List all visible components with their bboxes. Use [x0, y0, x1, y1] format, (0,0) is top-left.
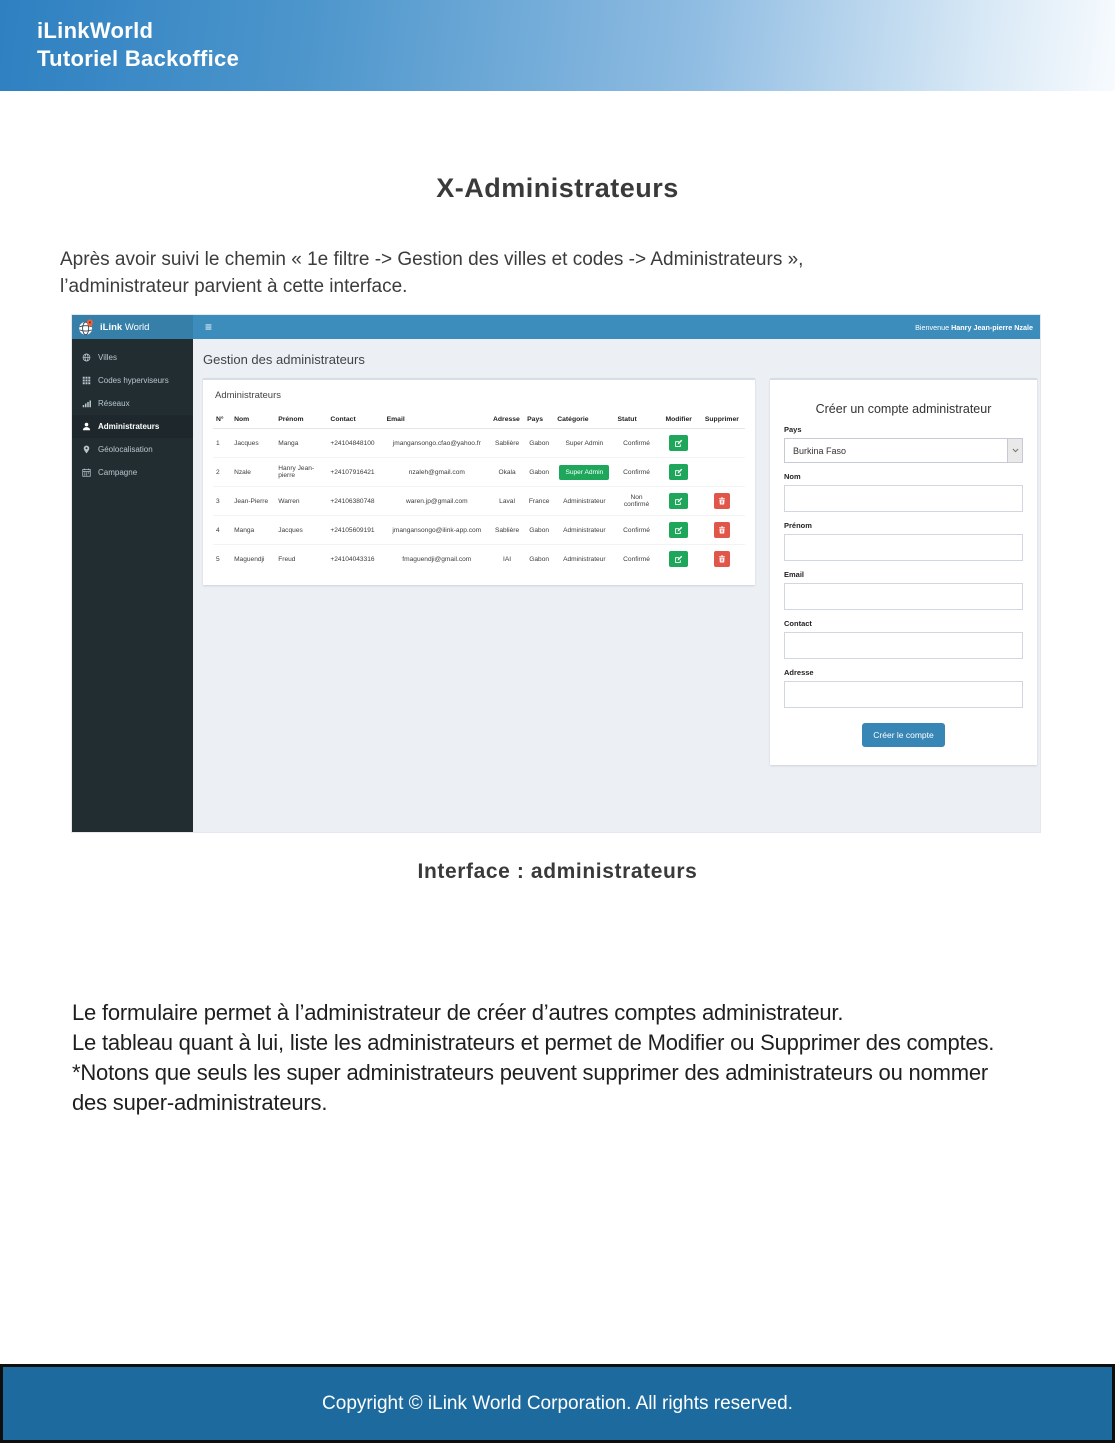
cell-categorie: Super Admin: [554, 429, 614, 458]
app-main-content: [193, 339, 1040, 832]
col-adresse: Adresse: [490, 411, 524, 429]
app-navbar: [72, 315, 1040, 339]
edit-button[interactable]: [669, 435, 688, 451]
table-header-row: [213, 411, 745, 429]
cell-statut: Confirmé: [614, 545, 658, 574]
body-line: Le tableau quant à lui, liste les administrateurs et permet de Modifier ou Supprimer des comptes.: [72, 1030, 995, 1055]
col-supprimer: Supprimer: [699, 411, 745, 429]
sidebar-item-codes-hyperviseurs[interactable]: [72, 369, 193, 392]
prenom-label: Prénom: [784, 521, 812, 530]
cell-supprimer-empty: [699, 458, 745, 487]
col-email: Email: [384, 411, 490, 429]
cell-email: jmangansongo.cfao@yahoo.fr: [384, 429, 490, 458]
cell-adresse: Sablière: [490, 429, 524, 458]
delete-button[interactable]: [714, 551, 730, 567]
edit-button[interactable]: [669, 464, 688, 480]
create-account-button[interactable]: Créer le compte: [862, 723, 944, 747]
col-prenom: Prénom: [275, 411, 327, 429]
sidebar-item-campagne[interactable]: [72, 461, 193, 484]
cell-contact: +24104848100: [327, 429, 383, 458]
sidebar-item-villes[interactable]: [72, 346, 193, 369]
cell-pays: France: [524, 487, 554, 516]
table-row: [213, 516, 745, 545]
cell-pays: Gabon: [524, 545, 554, 574]
calendar-icon: [82, 468, 91, 477]
col-pays: Pays: [524, 411, 554, 429]
cell-contact: +24107916421: [327, 458, 383, 487]
delete-button[interactable]: [714, 493, 730, 509]
header-brand: iLinkWorld: [37, 18, 154, 43]
backoffice-screenshot: [72, 315, 1040, 832]
administrators-panel: [203, 378, 755, 585]
user-icon: [82, 422, 91, 431]
globe-pin-logo-icon: [78, 319, 95, 336]
super-admin-badge: Super Admin: [559, 465, 609, 480]
sidebar-item-label: Codes hyperviseurs: [98, 376, 169, 385]
cell-categorie: Administrateur: [554, 487, 614, 516]
delete-button[interactable]: [714, 522, 730, 538]
cell-email: fmaguendji@gmail.com: [384, 545, 490, 574]
cell-categorie: Administrateur: [554, 545, 614, 574]
cell-num: 3: [213, 487, 231, 516]
nom-label: Nom: [784, 472, 801, 481]
table-row: [213, 545, 745, 574]
cell-prenom: Manga: [275, 429, 327, 458]
body-line: *Notons que seuls les super administrateurs peuvent supprimer des administrateurs ou nommer: [72, 1060, 989, 1085]
cell-statut: Non confirmé: [614, 487, 658, 516]
chevron-down-icon: [1007, 439, 1022, 462]
cell-categorie: Administrateur: [554, 516, 614, 545]
document-header: [0, 0, 1115, 91]
adresse-field[interactable]: [784, 681, 1023, 708]
cell-num: 4: [213, 516, 231, 545]
prenom-field[interactable]: [784, 534, 1023, 561]
intro-line: Après avoir suivi le chemin « 1e filtre -> Gestion des villes et codes -> Administrateurs »,: [60, 249, 804, 270]
cell-nom: Manga: [231, 516, 275, 545]
pays-selected-value: Burkina Faso: [793, 445, 847, 456]
welcome-text: Bienvenue Hanry Jean-pierre Nzale: [915, 322, 1033, 332]
app-body: [72, 339, 1040, 832]
trash-icon: [718, 526, 726, 534]
col-num: N°: [213, 411, 231, 429]
cell-statut: Confirmé: [614, 516, 658, 545]
cell-num: 5: [213, 545, 231, 574]
cell-adresse: Okala: [490, 458, 524, 487]
sidebar-toggle-icon[interactable]: ≡: [205, 320, 213, 334]
edit-button[interactable]: [669, 551, 688, 567]
email-label: Email: [784, 570, 805, 579]
cell-email: jmangansongo@ilink-app.com: [384, 516, 490, 545]
cell-nom: Jean-Pierre: [231, 487, 275, 516]
sidebar-item-reseaux[interactable]: [72, 392, 193, 415]
sidebar-item-label: Géolocalisation: [98, 445, 153, 454]
intro-line: l’administrateur parvient à cette interface.: [60, 276, 408, 297]
cell-nom: Maguendji: [231, 545, 275, 574]
sidebar-item-label: Administrateurs: [98, 422, 160, 431]
edit-icon: [674, 439, 683, 448]
nom-field[interactable]: [784, 485, 1023, 512]
panel-title: Administrateurs: [215, 390, 281, 401]
email-field[interactable]: [784, 583, 1023, 610]
cell-pays: Gabon: [524, 516, 554, 545]
edit-icon: [674, 468, 683, 477]
cell-adresse: Laval: [490, 487, 524, 516]
create-admin-panel: [770, 378, 1037, 765]
sidebar-item-label: Réseaux: [98, 399, 130, 408]
bar-chart-icon: [82, 399, 91, 408]
edit-button[interactable]: [669, 522, 688, 538]
content-heading: Gestion des administrateurs: [203, 352, 365, 367]
cell-contact: +24105609191: [327, 516, 383, 545]
cell-pays: Gabon: [524, 429, 554, 458]
contact-label: Contact: [784, 619, 812, 628]
cell-pays: Gabon: [524, 458, 554, 487]
trash-icon: [718, 497, 726, 505]
cell-contact: +24106380748: [327, 487, 383, 516]
cell-email: nzaleh@gmail.com: [384, 458, 490, 487]
sidebar-item-label: Villes: [98, 353, 117, 362]
sidebar: [72, 339, 193, 832]
app-logo[interactable]: [72, 315, 193, 339]
globe-icon: [82, 353, 91, 362]
copyright-text: Copyright © iLink World Corporation. All rights reserved.: [322, 1392, 793, 1414]
sidebar-item-label: Campagne: [98, 468, 138, 477]
brand-text: iLink World: [100, 321, 150, 333]
edit-icon: [674, 555, 683, 564]
sidebar-item-geolocalisation[interactable]: [72, 438, 193, 461]
contact-field[interactable]: [784, 632, 1023, 659]
cell-prenom: Hanry Jean-pierre: [275, 458, 327, 487]
user-name: Hanry Jean-pierre Nzale: [951, 322, 1033, 332]
page-title: X-Administrateurs: [436, 173, 679, 203]
body-paragraph: [72, 998, 1072, 1118]
figure-caption: Interface : administrateurs: [417, 860, 698, 883]
table-row: [213, 487, 745, 516]
pays-select[interactable]: [784, 438, 1023, 463]
pays-label: Pays: [784, 425, 802, 434]
administrators-table: [213, 411, 745, 573]
cell-adresse: Sablière: [490, 516, 524, 545]
document-footer: [0, 1364, 1115, 1443]
col-nom: Nom: [231, 411, 275, 429]
cell-num: 1: [213, 429, 231, 458]
table-row: [213, 429, 745, 458]
cell-prenom: Warren: [275, 487, 327, 516]
cell-adresse: IAI: [490, 545, 524, 574]
cell-email: waren.jp@gmail.com: [384, 487, 490, 516]
cell-nom: Jacques: [231, 429, 275, 458]
cell-contact: +24104043316: [327, 545, 383, 574]
intro-paragraph: [60, 246, 1060, 300]
cell-statut: Confirmé: [614, 458, 658, 487]
col-modifier: Modifier: [659, 411, 699, 429]
edit-button[interactable]: [669, 493, 688, 509]
cell-prenom: Jacques: [275, 516, 327, 545]
body-line: Le formulaire permet à l’administrateur de créer d’autres comptes administrateur.: [72, 1000, 844, 1025]
keypad-icon: [82, 376, 91, 385]
form-title: Créer un compte administrateur: [815, 402, 992, 416]
col-contact: Contact: [327, 411, 383, 429]
navbar-main: [193, 315, 1040, 339]
header-subtitle: Tutoriel Backoffice: [37, 46, 240, 71]
col-statut: Statut: [614, 411, 658, 429]
body-line: des super-administrateurs.: [72, 1090, 328, 1115]
cell-nom: Nzale: [231, 458, 275, 487]
adresse-label: Adresse: [784, 668, 814, 677]
edit-icon: [674, 497, 683, 506]
col-categorie: Catégorie: [554, 411, 614, 429]
trash-icon: [718, 555, 726, 563]
table-row: [213, 458, 745, 487]
cell-prenom: Freud: [275, 545, 327, 574]
edit-icon: [674, 526, 683, 535]
cell-num: 2: [213, 458, 231, 487]
sidebar-item-administrateurs[interactable]: [72, 415, 193, 438]
cell-supprimer-empty: [699, 429, 745, 458]
map-marker-icon: [82, 445, 91, 454]
cell-statut: Confirmé: [614, 429, 658, 458]
